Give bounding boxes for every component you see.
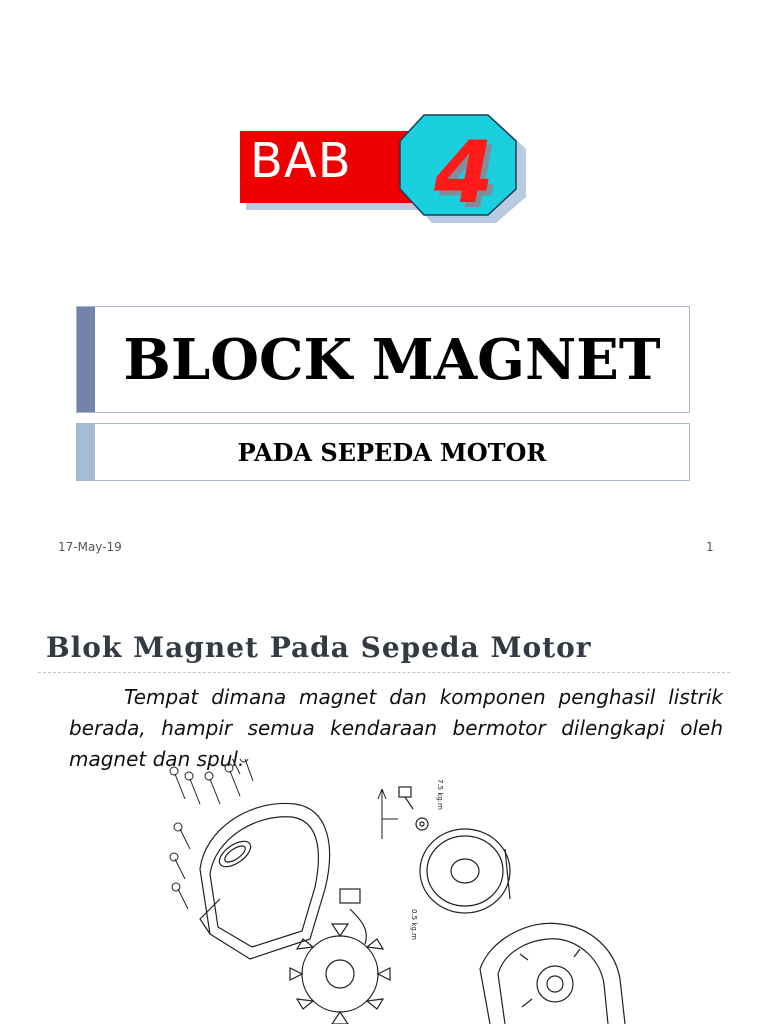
content-slide bbox=[0, 575, 768, 1024]
slide-heading: Blok Magnet Pada Sepeda Motor bbox=[46, 631, 592, 664]
footer-page-number: 1 bbox=[706, 540, 714, 554]
magnet-assembly-diagram bbox=[160, 759, 630, 1024]
subtitle-box bbox=[76, 423, 690, 481]
flywheel-drawing bbox=[399, 787, 510, 913]
slide-title: BLOCK MAGNET bbox=[123, 327, 661, 393]
subtitle-accent-bar bbox=[77, 424, 95, 480]
title-box bbox=[76, 306, 690, 413]
torque-label-2: 0.5 kg.m bbox=[410, 909, 418, 940]
torque-label-1: 7.5 kg.m bbox=[436, 779, 444, 810]
crankcase-drawing bbox=[480, 923, 625, 1024]
body-text: Tempat dimana magnet dan komponen penghasil listrik berada, hampir semua kendaraan bermotor dilengkapi oleh magnet dan spul. bbox=[69, 685, 723, 771]
title-accent-bar bbox=[77, 307, 95, 412]
slide-subtitle: PADA SEPEDA MOTOR bbox=[237, 438, 547, 467]
bab-label: BAB bbox=[250, 133, 352, 189]
footer-date: 17-May-19 bbox=[58, 540, 122, 554]
heading-divider bbox=[38, 672, 730, 673]
chapter-number: 4 bbox=[434, 123, 494, 223]
engine-cover-drawing bbox=[200, 803, 330, 959]
stator-coil-drawing bbox=[290, 889, 390, 1024]
